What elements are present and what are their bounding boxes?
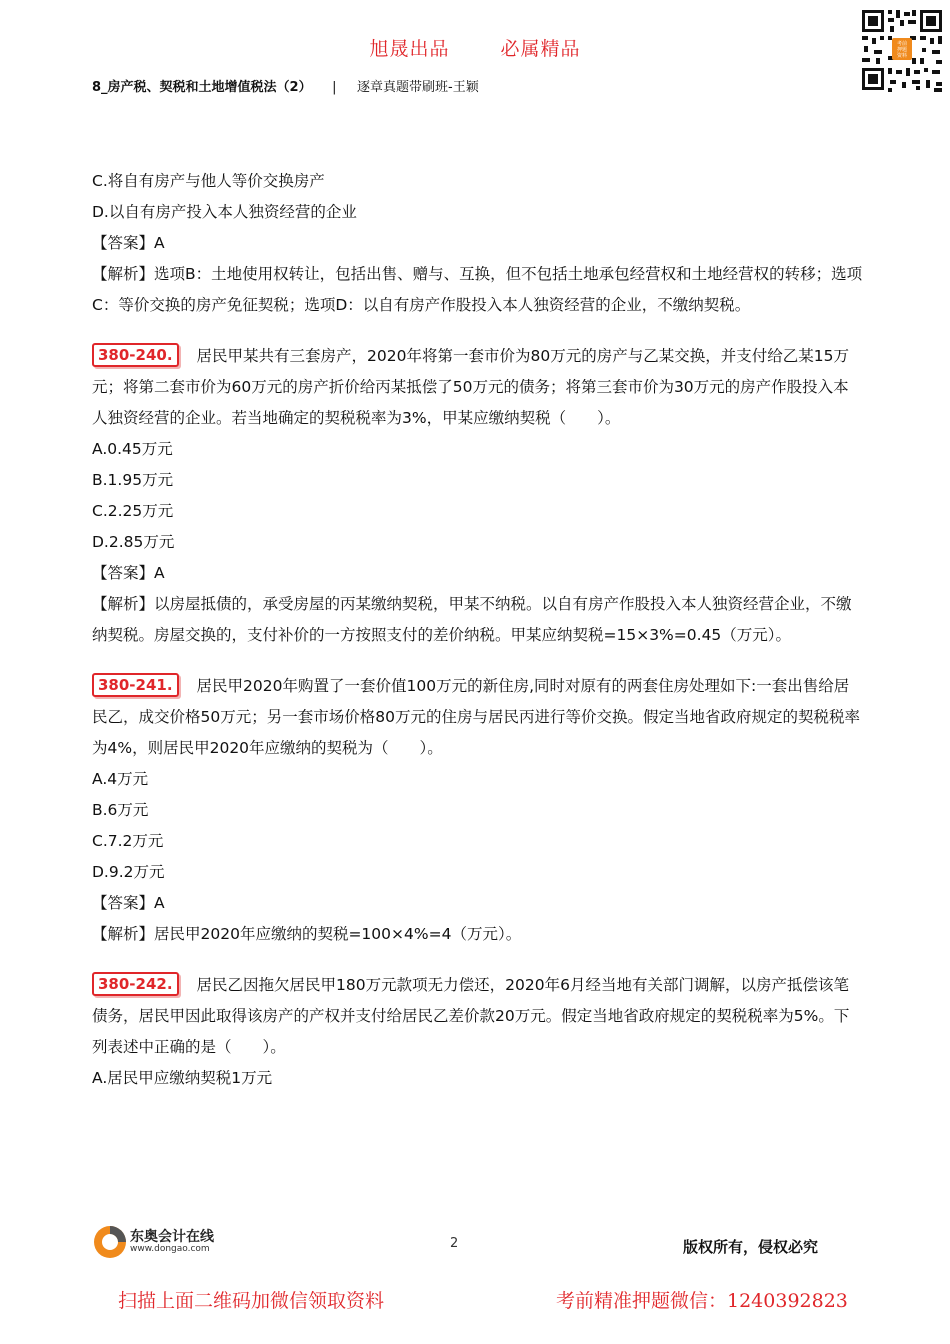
option-b: B.6万元 (92, 801, 149, 819)
analysis: 【解析】以房屋抵债的，承受房屋的丙某缴纳契税，甲某不纳税。以自有房产作股投入本人独资经营企业，不缴纳契税。房屋交换的，支付补价的一方按照支付的差价纳税。甲某应纳契税=15×3%=0.45（万元）。 (92, 595, 852, 644)
logo-name: 东奥会计在线 (130, 1229, 214, 1245)
qr-badge-line-2: 押题 (896, 47, 908, 53)
question-number-badge: 380-241. (92, 673, 179, 697)
promo-left: 扫描上面二维码加微信领取资料 (118, 1290, 385, 1312)
question-stem-line (92, 341, 864, 434)
running-header (92, 76, 479, 95)
course-title: 逐章真题带刷班-王颖 (357, 80, 479, 95)
analysis: 【解析】居民甲2020年应缴纳的契税=100×4%=4（万元）。 (92, 925, 522, 943)
option-a: A.居民甲应缴纳契税1万元 (92, 1069, 273, 1087)
question-block (92, 671, 864, 950)
question-block (92, 970, 864, 1094)
option-c: C.7.2万元 (92, 832, 164, 850)
chapter-title: 8_房产税、契税和土地增值税法（2） (92, 80, 312, 95)
spacer (92, 651, 864, 671)
page-number: 2 (450, 1236, 459, 1251)
option-a: A.4万元 (92, 770, 149, 788)
question-stem-line (92, 970, 864, 1063)
question-stem: 居民甲2020年购置了一套价值100万元的新住房,同时对原有的两套住房处理如下:一套出售给居民乙，成交价格50万元；另一套市场价格80万元的住房与居民丙进行等价交换。假定当地省政府规定的契税税率为4%，则居民甲2020年应缴纳的契税为（ ）。 (92, 677, 860, 757)
question-stem: 居民乙因拖欠居民甲180万元款项无力偿还，2020年6月经当地有关部门调解，以房产抵偿该笔债务，居民甲因此取得该房产的产权并支付给居民乙差价款20万元。假定当地省政府规定的契税税率为5%。下列表述中正确的是（ ）。 (92, 976, 850, 1056)
copyright-notice: 版权所有，侵权必究 (683, 1238, 819, 1256)
option-a: A.0.45万元 (92, 440, 173, 458)
logo-mark-icon (92, 1224, 128, 1260)
qr-badge-line-1: 考前 (896, 41, 908, 47)
option-c: C.2.25万元 (92, 502, 174, 520)
qr-code-icon[interactable] (858, 6, 946, 106)
header-separator: | (332, 80, 337, 95)
logo-url: www.dongao.com (130, 1244, 210, 1254)
question-block (92, 341, 864, 651)
dongao-logo[interactable] (92, 1222, 232, 1262)
spacer (92, 321, 864, 341)
option-b: B.1.95万元 (92, 471, 174, 489)
answer: 【答案】A (92, 564, 165, 582)
option-d: D.9.2万元 (92, 863, 165, 881)
qr-badge-line-3: 资料 (896, 53, 908, 59)
prev-option-d: D.以自有房产投入本人独资经营的企业 (92, 203, 357, 221)
promo-right: 考前精准押题微信：1240392823 (556, 1290, 848, 1312)
brand-right: 必属精品 (500, 38, 581, 60)
prev-option-c: C.将自有房产与他人等价交换房产 (92, 172, 325, 190)
brand-left: 旭晟出品 (369, 38, 450, 60)
answer: 【答案】A (92, 894, 165, 912)
page-content (92, 166, 864, 1094)
option-d: D.2.85万元 (92, 533, 175, 551)
prev-answer: 【答案】A (92, 234, 165, 252)
spacer (92, 950, 864, 970)
question-number-badge: 380-242. (92, 972, 179, 996)
question-number-badge: 380-240. (92, 343, 179, 367)
brand-banner (0, 34, 950, 61)
question-stem-line (92, 671, 864, 764)
prev-analysis: 【解析】选项B：土地使用权转让，包括出售、赠与、互换，但不包括土地承包经营权和土地经营权的转移；选项C：等价交换的房产免征契税；选项D：以自有房产作股投入本人独资经营的企业，不缴纳契税。 (92, 265, 863, 314)
question-stem: 居民甲某共有三套房产，2020年将第一套市价为80万元的房产与乙某交换，并支付给乙某15万元；将第二套市价为60万元的房产折价给丙某抵偿了50万元的债务；将第三套市价为30万元的房产作股投入本人独资经营的企业。若当地确定的契税税率为3%，甲某应缴纳契税（ ）。 (92, 347, 849, 427)
